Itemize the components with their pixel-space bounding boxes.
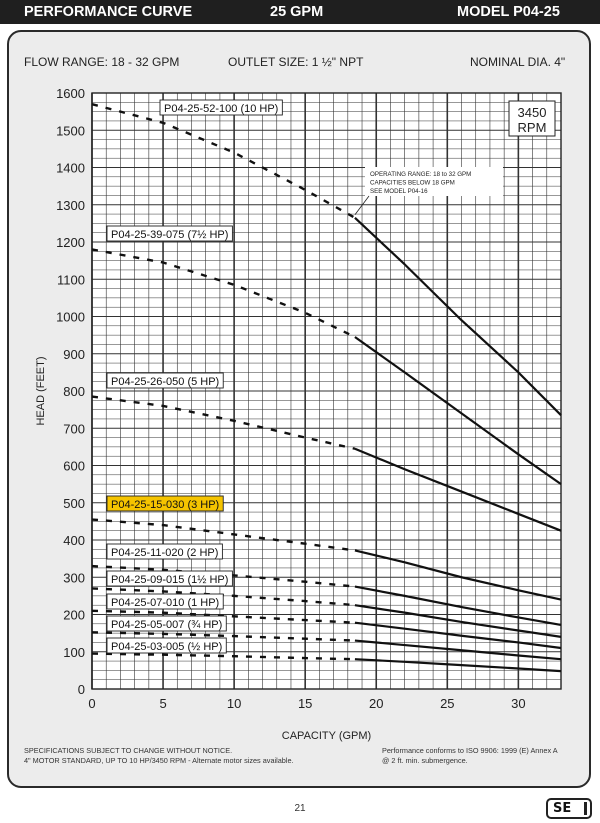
y-axis-title: HEAD (FEET) xyxy=(35,356,47,426)
capacity-title: 25 GPM xyxy=(270,4,324,20)
y-tick-label: 1300 xyxy=(56,197,85,213)
y-tick-label: 1100 xyxy=(57,272,85,288)
curve-label: P04-25-03-005 (½ HP) xyxy=(111,641,223,653)
flow-range: FLOW RANGE: 18 - 32 GPM xyxy=(24,55,180,69)
brand-logo xyxy=(546,798,592,819)
model-title: MODEL P04-25 xyxy=(457,4,560,20)
rpm-label: RPM xyxy=(517,120,547,135)
y-tick-label: 1400 xyxy=(56,160,85,176)
y-tick-label: 1000 xyxy=(56,309,85,325)
x-tick-label: 15 xyxy=(297,696,313,711)
operating-note-text: SEE MODEL P04-16 xyxy=(370,188,428,195)
curve-label: P04-25-05-007 (¾ HP) xyxy=(111,619,223,631)
outlet-size: OUTLET SIZE: 1 ½" NPT xyxy=(228,55,364,69)
nominal-dia: NOMINAL DIA. 4" xyxy=(470,55,566,69)
y-tick-label: 1500 xyxy=(56,123,85,139)
curve-label: P04-25-11-020 (2 HP) xyxy=(111,547,219,559)
operating-note-text: OPERATING RANGE: 18 to 32 GPM xyxy=(370,171,472,178)
y-tick-label: 300 xyxy=(63,570,85,586)
y-tick-label: 200 xyxy=(63,607,85,623)
footer-right xyxy=(382,746,558,766)
curve-label: P04-25-52-100 (10 HP) xyxy=(164,103,279,115)
footer-iso-note: Performance conforms to ISO 9906: 1999 (E) Annex A xyxy=(382,746,558,755)
footer-spec-note: SPECIFICATIONS SUBJECT TO CHANGE WITHOUT NOTICE. xyxy=(24,746,233,755)
x-tick-label: 10 xyxy=(226,696,242,711)
operating-note-text: CAPACITIES BELOW 18 GPM xyxy=(370,179,455,187)
x-tick-label: 20 xyxy=(369,696,384,711)
curve-label: P04-25-15-030 (3 HP) xyxy=(111,499,220,511)
y-tick-label: 0 xyxy=(77,682,85,697)
x-axis-title: CAPACITY (GPM) xyxy=(281,730,372,742)
y-tick-label: 900 xyxy=(63,346,85,362)
y-tick-label: 700 xyxy=(63,421,85,437)
footer-submergence-note: @ 2 ft. min. submergence. xyxy=(382,756,468,765)
x-tick-label: 5 xyxy=(159,696,167,711)
x-tick-label: 25 xyxy=(440,696,455,711)
curve-label: P04-25-07-010 (1 HP) xyxy=(111,597,220,609)
footer-left xyxy=(24,746,294,766)
rpm-label: 3450 xyxy=(517,105,547,120)
y-tick-label: 800 xyxy=(63,384,85,399)
y-tick-label: 500 xyxy=(63,495,85,511)
footer-motor-note: 4" MOTOR STANDARD, UP TO 10 HP/3450 RPM - Alternate motor sizes available. xyxy=(24,756,294,765)
curve-label: P04-25-39-075 (7½ HP) xyxy=(111,229,229,241)
logo-text: SE xyxy=(553,801,572,816)
x-tick-label: 0 xyxy=(88,696,96,711)
y-tick-label: 1200 xyxy=(56,235,85,250)
logo-bar-icon xyxy=(584,802,587,815)
page-number: 21 xyxy=(294,803,306,814)
y-tick-label: 600 xyxy=(63,458,85,474)
curve-label: P04-25-26-050 (5 HP) xyxy=(111,376,220,388)
y-tick-label: 1600 xyxy=(56,86,85,101)
page-title: PERFORMANCE CURVE xyxy=(24,4,193,20)
rpm-box xyxy=(509,101,555,136)
x-tick-label: 30 xyxy=(511,696,526,711)
y-tick-label: 400 xyxy=(63,533,85,548)
y-tick-label: 100 xyxy=(63,644,85,660)
curve-label: P04-25-09-015 (1½ HP) xyxy=(111,574,229,586)
